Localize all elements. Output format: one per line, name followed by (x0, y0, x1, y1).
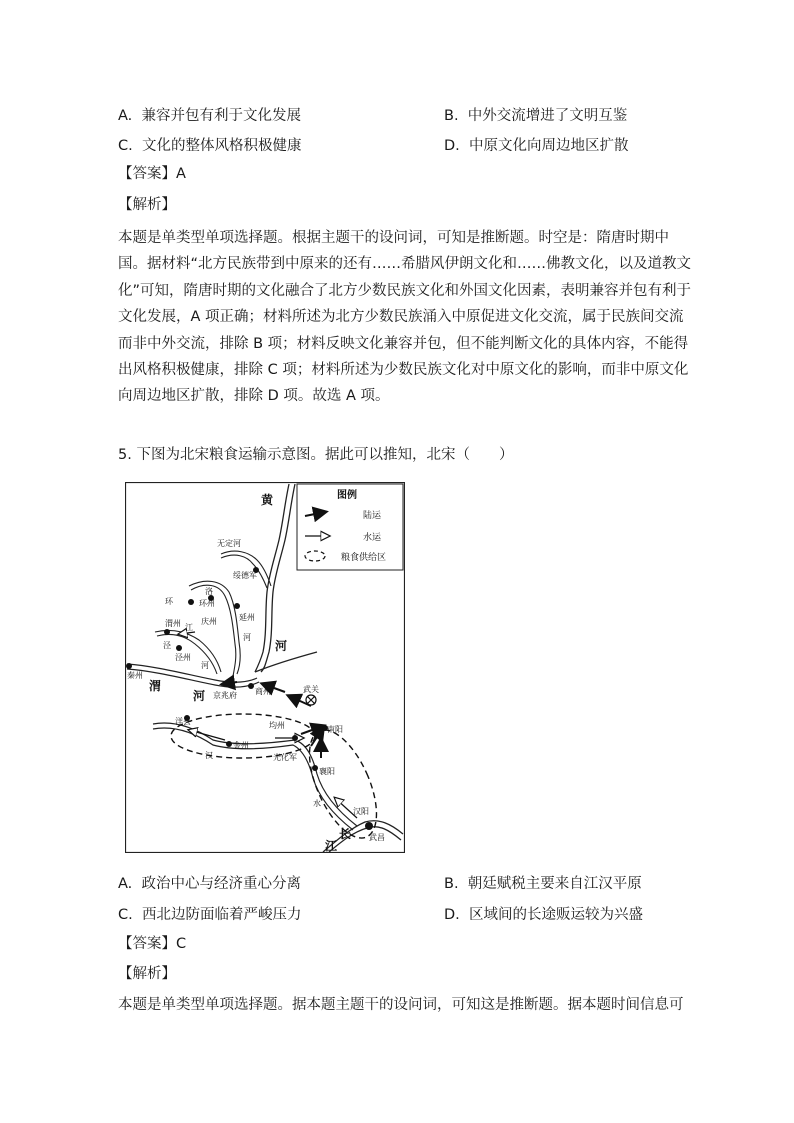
q4-option-a: A. 兼容并包有利于文化发展 (118, 108, 301, 124)
label-huan: 环 (165, 597, 173, 606)
q5-answer: 【答案】C (118, 936, 187, 952)
label-xiangyang: 襄阳 (319, 767, 335, 776)
analysis-line: 文化发展，A 项正确；材料所述为北方少数民族涌入中原促进文化交流，属于民族间交流 (118, 309, 684, 326)
label-weizhou: 渭州 (165, 619, 181, 628)
label-jiang2: 江 (325, 839, 338, 853)
label-hanyang: 汉阳 (353, 807, 369, 816)
label-wuding: 无定河 (217, 539, 241, 548)
label-jingzhou: 泾州 (175, 653, 191, 662)
analysis-line: 向周边地区扩散，排除 D 项。故选 A 项。 (118, 388, 390, 405)
q5-stem: 5. 下图为北宋粮食运输示意图。据此可以推知，北宋（ ） (118, 447, 514, 463)
legend-water: 水运 (363, 533, 382, 543)
map-legend (297, 484, 403, 570)
legend-land: 陆运 (363, 511, 382, 521)
label-shangzhou: 商州 (255, 687, 271, 696)
label-chang: 长 (339, 827, 352, 841)
analysis-line: 出风格积极健康，排除 C 项；材料所述为少数民族文化对中原文化的影响，而非中原文化 (118, 361, 689, 378)
label-wuchang: 武昌 (369, 833, 385, 842)
q4-answer: 【答案】A (118, 166, 186, 182)
analysis-line: 国。据材料“北方民族带到中原来的还有……希腊风伊朗文化和……佛教文化，以及道教文 (118, 256, 692, 273)
label-he3: 河 (193, 689, 206, 703)
q5-option-a: A. 政治中心与经济重心分离 (118, 876, 301, 892)
label-he: 河 (275, 639, 288, 653)
label-junzhou: 均州 (269, 721, 285, 730)
q4-option-b: B. 中外交流增进了文明互鉴 (444, 108, 628, 124)
label-jingzhaofu: 京兆府 (213, 691, 237, 700)
label-luo: 洛 (205, 587, 213, 596)
q4-analysis-heading: 【解析】 (118, 197, 176, 213)
label-yanzhou: 延州 (239, 613, 255, 622)
analysis-line: 化”可知，隋唐时期的文化融合了北方少数民族文化和外国文化因素，表明兼容并包有利于 (118, 282, 692, 299)
label-nanyang: 南阳 (327, 725, 343, 734)
label-jiang-small: 江 (185, 623, 193, 632)
label-wei: 渭 (149, 679, 162, 693)
label-he-river2: 河 (201, 661, 209, 670)
label-jinzhou: 金州 (233, 741, 249, 750)
label-huanzhou: 环州 (199, 599, 215, 608)
grain-transport-map (125, 482, 405, 853)
q4-analysis-body (118, 225, 692, 410)
label-guanghua: 光化军 (273, 753, 297, 762)
label-qingzhou: 庆州 (201, 617, 217, 626)
label-suide: 绥德军 (233, 571, 257, 580)
q4-option-c: C. 文化的整体风格积极健康 (118, 138, 302, 154)
label-jing: 泾 (163, 641, 171, 650)
label-shui: 水 (313, 799, 321, 808)
q5-option-b: B. 朝廷赋税主要来自江汉平原 (444, 876, 642, 892)
legend-title: 图例 (337, 490, 357, 501)
q5-option-d: D. 区域间的长途贩运较为兴盛 (444, 907, 643, 923)
wuguan-pass-icon (306, 695, 316, 705)
analysis-line: 而非中外交流，排除 B 项；材料反映文化兼容并包，但不能判断文化的具体内容，不能得 (118, 335, 689, 352)
analysis-line: 本题是单类型单项选择题。根据主题干的设问词，可知是推断题。时空是：隋唐时期中 (118, 230, 669, 246)
q5-analysis-first-line: 本题是单类型单项选择题。据本题主题干的设问词，可知这是推断题。据本题时间信息可 (118, 997, 684, 1013)
label-qinzhou: 秦州 (127, 671, 143, 680)
q4-option-d: D. 中原文化向周边地区扩散 (444, 138, 629, 154)
label-huang: 黄 (261, 493, 274, 507)
q5-option-c: C. 西北边防面临着严峻压力 (118, 907, 302, 923)
label-he-small: 河 (243, 633, 251, 642)
legend-supply: 粮食供给区 (341, 553, 387, 563)
label-yangxian: 洋县 (175, 717, 191, 726)
label-wuguan: 武关 (303, 685, 319, 694)
label-han: 汉 (205, 751, 213, 760)
q5-analysis-heading: 【解析】 (118, 966, 176, 982)
